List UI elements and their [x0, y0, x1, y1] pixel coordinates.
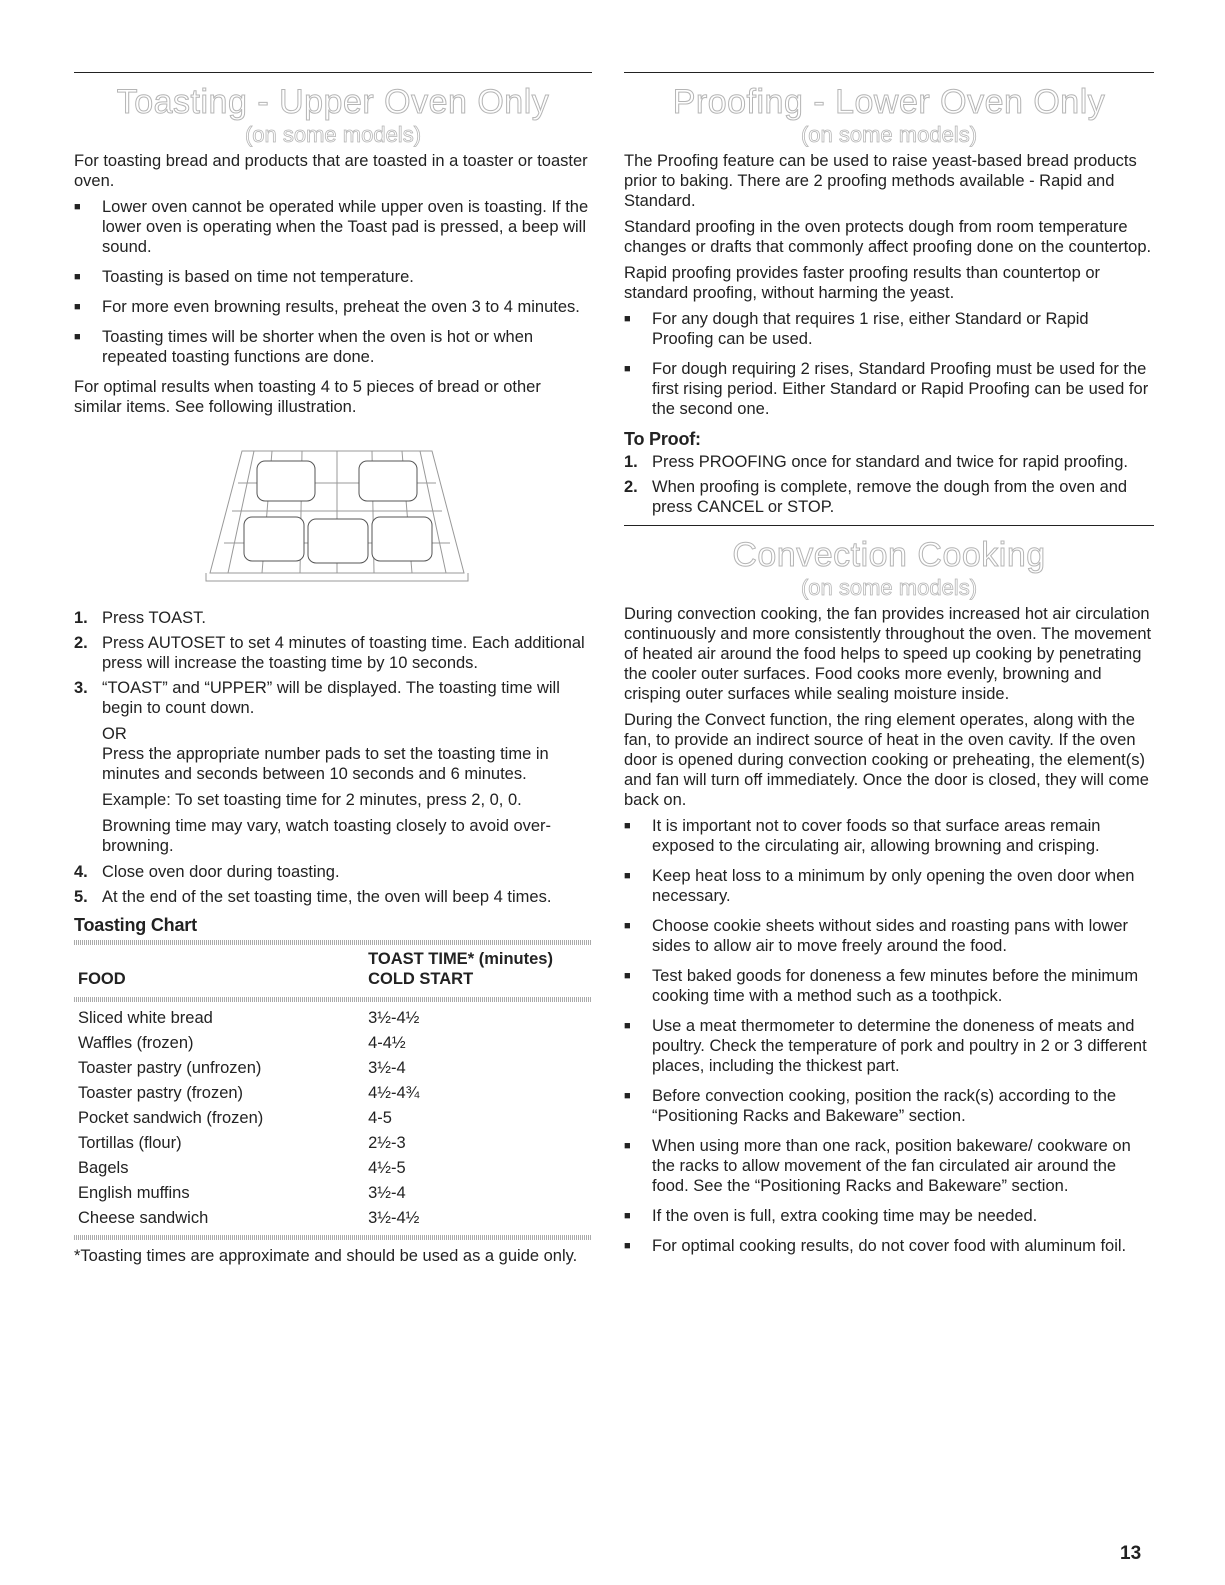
- proofing-p1: The Proofing feature can be used to raise yeast-based bread products prior to baking. There are 2 proofing methods available - Rapid and Standard.: [624, 152, 1137, 210]
- toasting-chart-table: [74, 949, 592, 993]
- table-row: [74, 1156, 592, 1181]
- step-example: Example: To set toasting time for 2 minutes, press 2, 0, 0.: [102, 791, 522, 809]
- proofing-p2: Standard proofing in the oven protects dough from room temperature changes or drafts that commonly affect proofing done on the countertop.: [624, 218, 1152, 256]
- table-rule: [74, 1235, 592, 1240]
- toast-rack-illustration: [202, 443, 472, 583]
- toasting-footnote: *Toasting times are approximate and should be used as a guide only.: [74, 1247, 578, 1265]
- step-number: 3.: [74, 679, 88, 697]
- step-item: [74, 862, 592, 882]
- toasting-bullets: [74, 197, 592, 367]
- time-cell: 3½-4: [368, 1184, 406, 1202]
- step-item: [74, 678, 592, 856]
- time-cell: 4½-5: [368, 1159, 406, 1177]
- convection-title: Convection Cooking: [732, 536, 1046, 574]
- step-text: When proofing is complete, remove the dough from the oven and press CANCEL or STOP.: [652, 478, 1128, 516]
- step-text: Press TOAST.: [102, 609, 206, 627]
- step-item: [74, 887, 592, 907]
- bullet-item: ■ For any dough that requires 1 rise, either Standard or Rapid Proofing can be used.: [624, 309, 1154, 349]
- step-alt: Press the appropriate number pads to set the toasting time in minutes and seconds between 10 seconds and 6 minutes.: [102, 745, 549, 783]
- toasting-chart-heading: Toasting Chart: [74, 915, 197, 935]
- step-number: 4.: [74, 863, 88, 881]
- food-cell: English muffins: [78, 1184, 190, 1202]
- step-number: 1.: [74, 609, 88, 627]
- bullet-item: ■ Test baked goods for doneness a few minutes before the minimum cooking time with a method such as a toothpick.: [624, 966, 1154, 1006]
- proofing-bullets: [624, 309, 1154, 419]
- step-number: 2.: [74, 634, 88, 652]
- toasting-steps: [74, 608, 592, 907]
- food-cell: Tortillas (flour): [78, 1134, 182, 1152]
- step-item: [74, 608, 592, 628]
- bullet-item: ■ For more even browning results, preheat the oven 3 to 4 minutes.: [74, 297, 592, 317]
- page-number: 13: [1120, 1543, 1142, 1564]
- toasting-optimal: For optimal results when toasting 4 to 5 pieces of bread or other similar items. See following illustration.: [74, 378, 541, 416]
- step-text: “TOAST” and “UPPER” will be displayed. The toasting time will begin to count down.: [102, 679, 560, 717]
- food-cell: Bagels: [78, 1159, 129, 1177]
- table-row: [74, 1206, 592, 1231]
- table-row: [74, 1081, 592, 1106]
- bullet-item: ■ If the oven is full, extra cooking time may be needed.: [624, 1206, 1154, 1226]
- toasting-subtitle: (on some models): [244, 122, 422, 147]
- step-number: 1.: [624, 453, 638, 471]
- bullet-item: ■ It is important not to cover foods so that surface areas remain exposed to the circulating air, allowing browning and crisping.: [624, 816, 1154, 856]
- bullet-item: ■ Toasting is based on time not temperature.: [74, 267, 592, 287]
- table-row: [74, 1106, 592, 1131]
- proofing-p3: Rapid proofing provides faster proofing results than countertop or standard proofing, without harming the yeast.: [624, 264, 1101, 302]
- to-proof-heading: To Proof:: [624, 429, 701, 449]
- time-cell: 3½-4½: [368, 1209, 420, 1227]
- section-rule: [74, 72, 592, 73]
- step-number: 5.: [74, 888, 88, 906]
- time-cell: 3½-4½: [368, 1009, 420, 1027]
- time-cell: 4-4½: [368, 1034, 406, 1052]
- time-cell: 4½-4¾: [368, 1084, 420, 1102]
- food-cell: Toaster pastry (frozen): [78, 1084, 244, 1102]
- step-number: 2.: [624, 478, 638, 496]
- step-item: [624, 477, 1154, 517]
- step-text: Close oven door during toasting.: [102, 863, 340, 881]
- bullet-item: ■ Before convection cooking, position the rack(s) according to the “Positioning Racks and Bakeware” section.: [624, 1086, 1154, 1126]
- proofing-convection-column: [624, 72, 1154, 1266]
- proofing-subtitle: (on some models): [800, 122, 978, 147]
- proofing-title: Proofing - Lower Oven Only: [672, 83, 1106, 121]
- table-row: [74, 1006, 592, 1031]
- toasting-intro: For toasting bread and products that are toasted in a toaster or toaster oven.: [74, 152, 588, 190]
- food-cell: Sliced white bread: [78, 1009, 213, 1027]
- convection-bullets: [624, 816, 1154, 1256]
- time-cell: 2½-3: [368, 1134, 406, 1152]
- proofing-steps: [624, 452, 1154, 517]
- convection-p2: During the Convect function, the ring element operates, along with the fan, to provide an indirect source of heat in the oven cavity. If the oven door is opened during convection cooking or preheating, the element(s) and fan will turn off immediately. Once the door is closed, they will come back on.: [624, 711, 1149, 809]
- step-or: OR: [102, 725, 127, 743]
- col-time-header-line1: TOAST TIME* (minutes): [368, 950, 553, 968]
- table-rule: [74, 940, 592, 945]
- food-cell: Cheese sandwich: [78, 1209, 209, 1227]
- table-row: [74, 1131, 592, 1156]
- step-item: [74, 633, 592, 673]
- step-text: Press PROOFING once for standard and twice for rapid proofing.: [652, 453, 1128, 471]
- bullet-item: ■ Keep heat loss to a minimum by only opening the oven door when necessary.: [624, 866, 1154, 906]
- bullet-item: ■ Use a meat thermometer to determine the doneness of meats and poultry. Check the temperature of pork and poultry in 2 or 3 different places, including the thickest part.: [624, 1016, 1154, 1076]
- table-row: [74, 1056, 592, 1081]
- food-cell: Waffles (frozen): [78, 1034, 194, 1052]
- step-text: At the end of the set toasting time, the oven will beep 4 times.: [102, 888, 552, 906]
- food-cell: Pocket sandwich (frozen): [78, 1109, 264, 1127]
- toasting-column: [74, 72, 592, 1266]
- step-browning: Browning time may vary, watch toasting closely to avoid over-browning.: [102, 817, 552, 855]
- step-item: [624, 452, 1154, 472]
- col-food-header: FOOD: [78, 970, 126, 988]
- col-time-header: [364, 949, 592, 993]
- bullet-item: ■ Toasting times will be shorter when the oven is hot or when repeated toasting functions are done.: [74, 327, 592, 367]
- bullet-item: ■ For optimal cooking results, do not cover food with aluminum foil.: [624, 1236, 1154, 1256]
- food-cell: Toaster pastry (unfrozen): [78, 1059, 262, 1077]
- step-text: Press AUTOSET to set 4 minutes of toasting time. Each additional press will increase the toasting time by 10 seconds.: [102, 634, 585, 672]
- convection-subtitle: (on some models): [800, 575, 978, 600]
- table-header-row: [74, 949, 592, 993]
- time-cell: 3½-4: [368, 1059, 406, 1077]
- toasting-chart-body: [74, 1006, 592, 1231]
- table-row: [74, 1181, 592, 1206]
- table-row: [74, 1031, 592, 1056]
- convection-p1: During convection cooking, the fan provides increased hot air circulation continuously and more consistently throughout the oven. The movement of heated air around the food helps to speed up cooking by penetrating the cooler outer surfaces. Food cooks more evenly, browning and crisping outer surfaces while sealing moisture inside.: [624, 605, 1152, 703]
- col-time-header-line2: COLD START: [368, 970, 474, 988]
- section-rule: [624, 525, 1154, 526]
- section-rule: [624, 72, 1154, 73]
- bullet-item: ■ Lower oven cannot be operated while upper oven is toasting. If the lower oven is operating when the Toast pad is pressed, a beep will sound.: [74, 197, 592, 257]
- toasting-title: Toasting - Upper Oven Only: [116, 83, 550, 121]
- bullet-item: ■ When using more than one rack, position bakeware/ cookware on the racks to allow movement of the fan circulated air around the food. See the “Positioning Racks and Bakeware” section.: [624, 1136, 1154, 1196]
- table-rule: [74, 997, 592, 1002]
- bullet-item: ■ Choose cookie sheets without sides and roasting pans with lower sides to allow air to move freely around the food.: [624, 916, 1154, 956]
- time-cell: 4-5: [368, 1109, 392, 1127]
- bullet-item: ■ For dough requiring 2 rises, Standard Proofing must be used for the first rising period. Either Standard or Rapid Proofing can be used for the second one.: [624, 359, 1154, 419]
